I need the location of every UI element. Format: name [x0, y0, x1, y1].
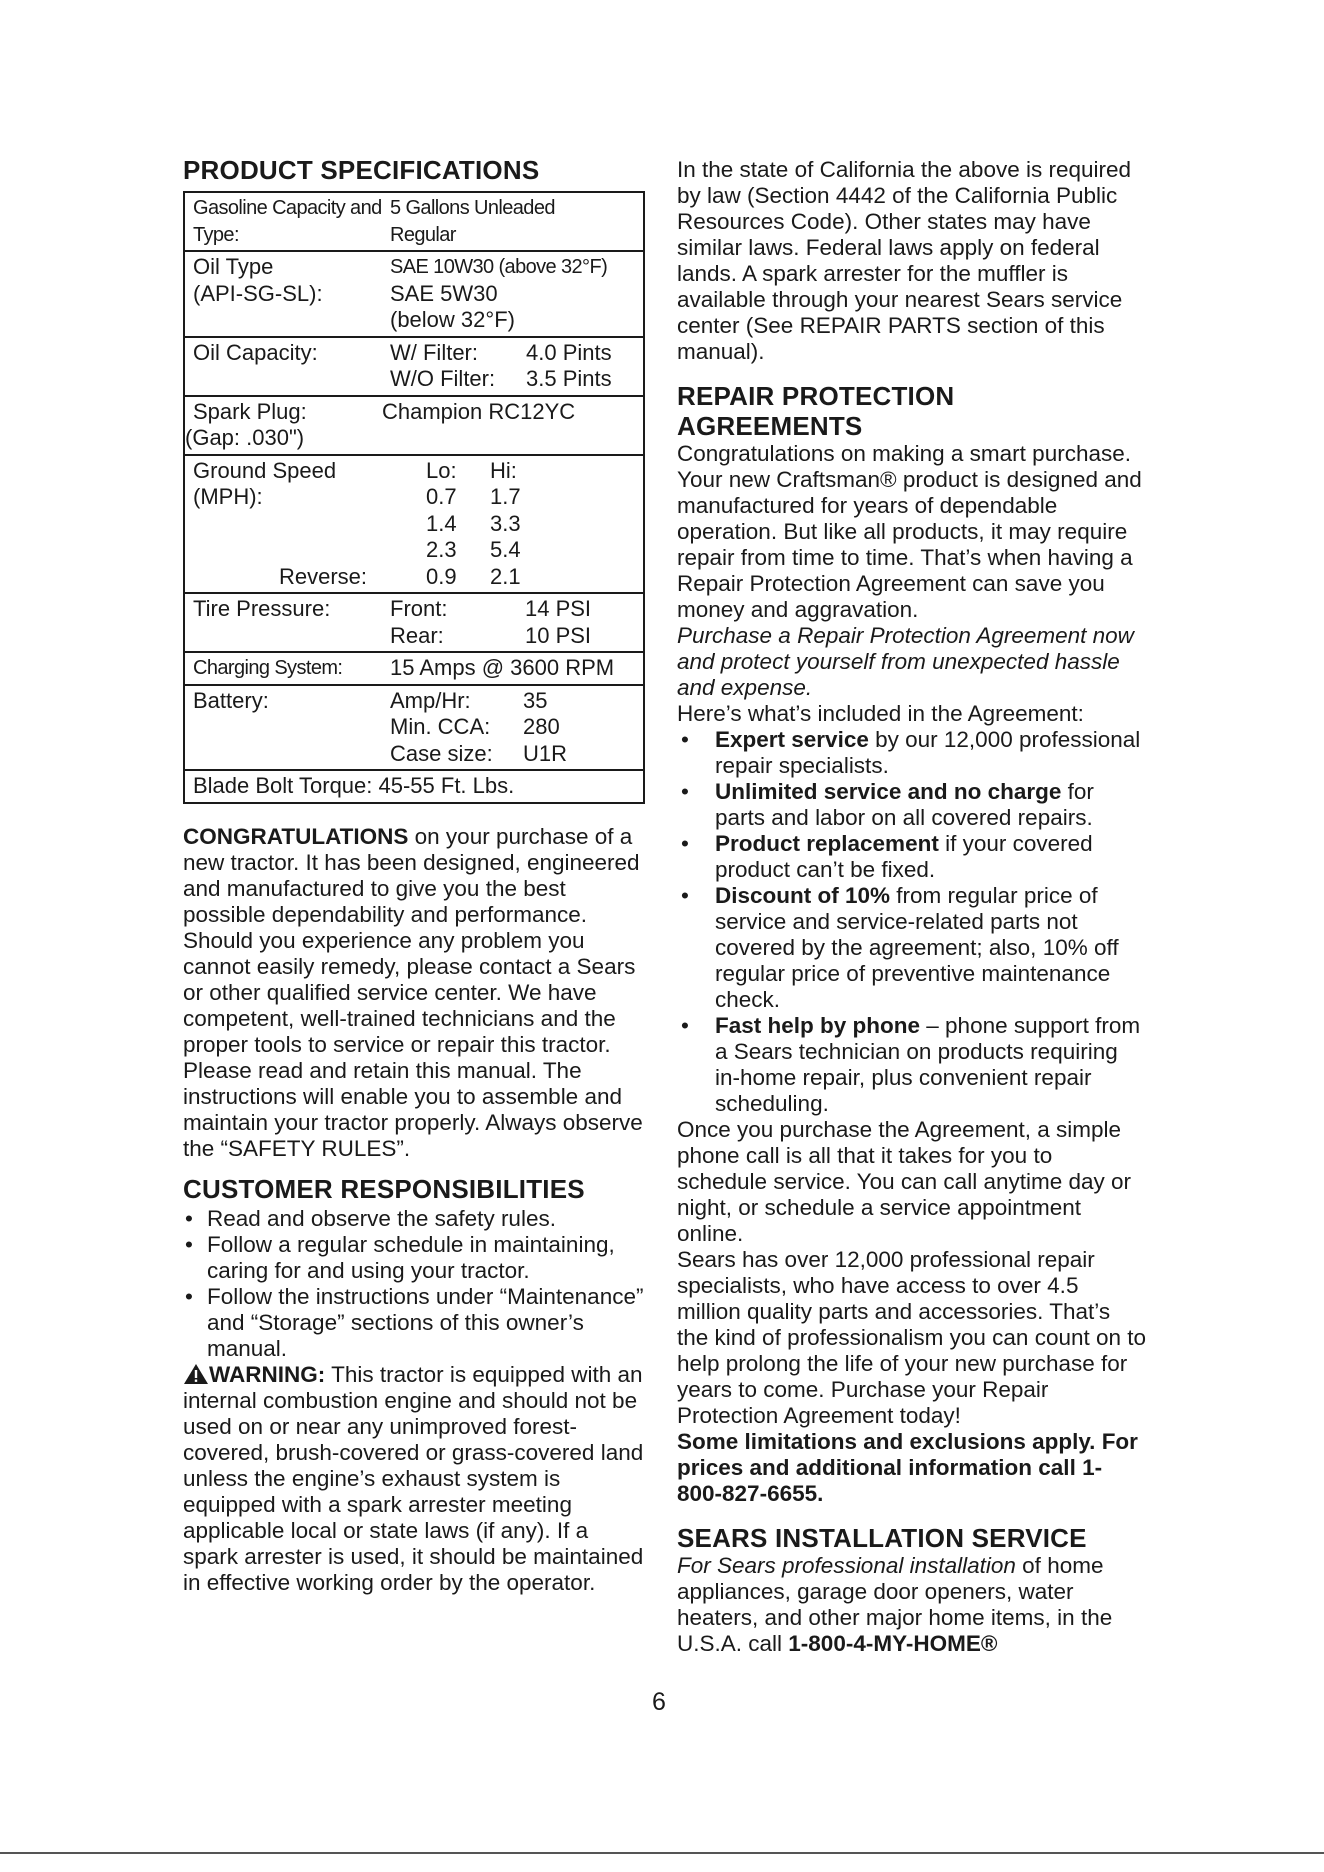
- oil-type-value-2: SAE 5W30: [390, 280, 498, 306]
- repair-intro: Congratulations on making a smart purchase. Your new Craftsman® product is designed and manufactured for years of dependable operation. But like all products, it may require repair from time to time. That’s when having a Repair Protection Agreement can save you money and aggravation.: [677, 441, 1142, 622]
- benefit-title: Expert service: [715, 727, 869, 752]
- benefit-title: Fast help by phone: [715, 1013, 921, 1038]
- list-item: • Follow a regular schedule in maintaining, caring for and using your tractor.: [183, 1232, 645, 1284]
- spec-row-tire-pressure: [185, 594, 643, 653]
- ground-label-1: Ground Speed: [193, 457, 337, 483]
- ground-lo-2: 1.4: [426, 510, 457, 536]
- oil-cap-label: Oil Capacity:: [193, 339, 318, 365]
- included-text: Here’s what’s included in the Agreement:: [677, 701, 1084, 726]
- warning-text: This tractor is equipped with an internal combustion engine and should not be used on or near any unimproved forest-covered, brush-covered or grass-covered land unless the engine’s exhaust system is equipped with a spark arrester meeting applicable local or state laws (if any). If a spark arrester is used, it should be maintained in effective working order by the operator.: [183, 1361, 644, 1595]
- charging-value: 15 Amps @ 3600 RPM: [390, 655, 615, 680]
- benefit-text: by our 12,000 professional repair specialists.: [715, 727, 1141, 778]
- battery-amphr: Amp/Hr:: [390, 687, 471, 713]
- benefits-list: [677, 727, 1147, 1117]
- battery-label: Battery:: [193, 687, 269, 713]
- tire-rear: Rear:: [390, 622, 444, 648]
- congrats-text: on your purchase of a new tractor. It has been designed, engineered and manufactured to give you the best possible dependability and performance.: [183, 823, 640, 927]
- list-item: [677, 727, 1147, 779]
- list-item: • Follow the instructions under “Maintenance” and “Storage” sections of this owner’s manual.: [183, 1284, 645, 1362]
- warning-label: WARNING:: [209, 1361, 326, 1387]
- reverse-lo: 0.9: [426, 563, 457, 589]
- tire-front: Front:: [390, 596, 448, 621]
- oil-type-value-1: SAE 10W30 (above 32°F): [390, 256, 608, 278]
- spec-heading: PRODUCT SPECIFICATIONS: [183, 155, 540, 185]
- spec-row-charging: [185, 653, 643, 686]
- spec-row-blade: [185, 771, 643, 802]
- plug-value: Champion RC12YC: [382, 398, 576, 424]
- responsibilities-list: [183, 1206, 645, 1362]
- left-column: [183, 155, 645, 1596]
- once-paragraph: Once you purchase the Agreement, a simple phone call is all that it takes for you to schedule service. You can call anytime day or night, or schedule a service appointment online.: [677, 1117, 1132, 1246]
- benefit-text: if your covered product can’t be fixed.: [715, 831, 1093, 882]
- list-item: • Read and observe the safety rules.: [183, 1206, 645, 1232]
- plug-gap: (Gap: .030"): [185, 425, 305, 450]
- blade-torque: Blade Bolt Torque: 45-55 Ft. Lbs.: [193, 773, 515, 798]
- oil-type-value-3: (below 32°F): [390, 307, 515, 332]
- tire-front-value: 14 PSI: [525, 596, 592, 621]
- oil-type-label-2: (API-SG-SL):: [193, 280, 323, 306]
- oil-cap-without: W/O Filter:: [390, 366, 496, 391]
- benefit-title: Unlimited service and no charge: [715, 779, 1062, 804]
- benefit-title: Discount of 10%: [715, 883, 891, 908]
- ground-lo-1: 0.7: [426, 484, 457, 509]
- spec-row-spark-plug: [185, 397, 643, 456]
- list-item: [677, 1013, 1147, 1117]
- ground-lo-header: Lo:: [426, 457, 457, 483]
- repair-italic: Purchase a Repair Protection Agreement now and protect yourself from unexpected hassle and expense.: [677, 623, 1134, 700]
- congrats-lead: CONGRATULATIONS: [183, 823, 409, 849]
- ground-hi-2: 3.3: [490, 510, 521, 536]
- ground-label-2: (MPH):: [193, 484, 263, 509]
- benefit-text: from regular price of service and service-related parts not covered by the agreement; also, 10% off regular price of preventive maintenance check.: [715, 883, 1119, 1012]
- spec-row-gasoline: [185, 193, 643, 252]
- spec-row-oil-capacity: [185, 338, 643, 397]
- list-item: [677, 883, 1147, 1013]
- battery-cca-value: 280: [523, 714, 560, 739]
- charging-label: Charging System:: [193, 657, 343, 679]
- gas-value: 5 Gallons Unleaded Regular: [390, 197, 555, 246]
- repair-heading-2: AGREEMENTS: [677, 411, 863, 441]
- benefit-text: – phone support from a Sears technician on products requiring in-home repair, plus convenient repair scheduling.: [715, 1013, 1141, 1116]
- spec-row-oil-type: [185, 252, 643, 338]
- install-phone: 1-800-4-MY-HOME®: [788, 1631, 998, 1656]
- right-column: [677, 157, 1147, 1657]
- california-paragraph: In the state of California the above is required by law (Section 4442 of the California Public Resources Code). Other states may have similar laws. Federal laws apply on federal lands. A spark arrester for the muffler is available through your nearest Sears service center (See REPAIR PARTS section of this manual).: [677, 157, 1132, 364]
- reverse-hi: 2.1: [490, 563, 521, 589]
- gas-label: Gasoline Capacity and Type:: [193, 197, 382, 246]
- battery-case: Case size:: [390, 740, 493, 766]
- bottom-divider: [0, 1852, 1324, 1854]
- list-item: [677, 831, 1147, 883]
- benefit-text: for parts and labor on all covered repairs.: [715, 779, 1094, 830]
- oil-cap-without-value: 3.5 Pints: [526, 366, 612, 391]
- battery-cca: Min. CCA:: [390, 714, 491, 739]
- tire-label: Tire Pressure:: [193, 596, 331, 621]
- list-item: [677, 779, 1147, 831]
- install-text: of home appliances, garage door openers, water heaters, and other major home items, in the U.S.A. call: [677, 1553, 1113, 1656]
- tire-rear-value: 10 PSI: [525, 622, 592, 648]
- install-heading: SEARS INSTALLATION SERVICE: [677, 1523, 1087, 1553]
- benefit-title: Product replacement: [715, 831, 939, 856]
- spec-row-ground-speed: [185, 456, 643, 595]
- responsibilities-heading: CUSTOMER RESPONSIBILITIES: [183, 1173, 585, 1204]
- spec-row-battery: [185, 686, 643, 772]
- battery-case-value: U1R: [523, 740, 568, 766]
- page-number: 6: [652, 1688, 666, 1716]
- install-paragraph: [677, 1553, 1147, 1657]
- reverse-label: Reverse:: [279, 563, 368, 589]
- oil-cap-with-value: 4.0 Pints: [526, 339, 612, 365]
- ground-hi-3: 5.4: [490, 537, 521, 562]
- warning-paragraph: [183, 1362, 645, 1596]
- repair-heading-1: REPAIR PROTECTION: [677, 381, 955, 411]
- congrats-paragraph: [183, 824, 645, 928]
- problem-paragraph: Should you experience any problem you cannot easily remedy, please contact a Sears or other qualified service center. We have competent, well-trained technicians and the proper tools to service or repair this tractor.: [183, 927, 636, 1057]
- ground-hi-1: 1.7: [490, 484, 521, 509]
- battery-amphr-value: 35: [523, 687, 548, 713]
- spec-table: [183, 191, 645, 804]
- sears-paragraph: Sears has over 12,000 professional repair specialists, who have access to over 4.5 million quality parts and accessories. That’s the kind of professionalism you can count on to help prolong the life of your new purchase for years to come. Purchase your Repair Protection Agreement today!: [677, 1247, 1147, 1428]
- oil-cap-with: W/ Filter:: [390, 339, 478, 365]
- read-paragraph: Please read and retain this manual. The instructions will enable you to assemble and maintain your tractor properly. Always observe the “SAFETY RULES”.: [183, 1057, 643, 1161]
- oil-type-label-1: Oil Type: [193, 254, 274, 279]
- plug-label: Spark Plug:: [193, 398, 307, 424]
- limits-paragraph: Some limitations and exclusions apply. For prices and additional information call 1-800-827-6655.: [677, 1429, 1138, 1506]
- ground-hi-header: Hi:: [490, 457, 517, 483]
- ground-lo-3: 2.3: [426, 537, 457, 562]
- install-italic: For Sears professional installation: [677, 1553, 1016, 1578]
- warning-triangle-icon: [183, 1363, 209, 1385]
